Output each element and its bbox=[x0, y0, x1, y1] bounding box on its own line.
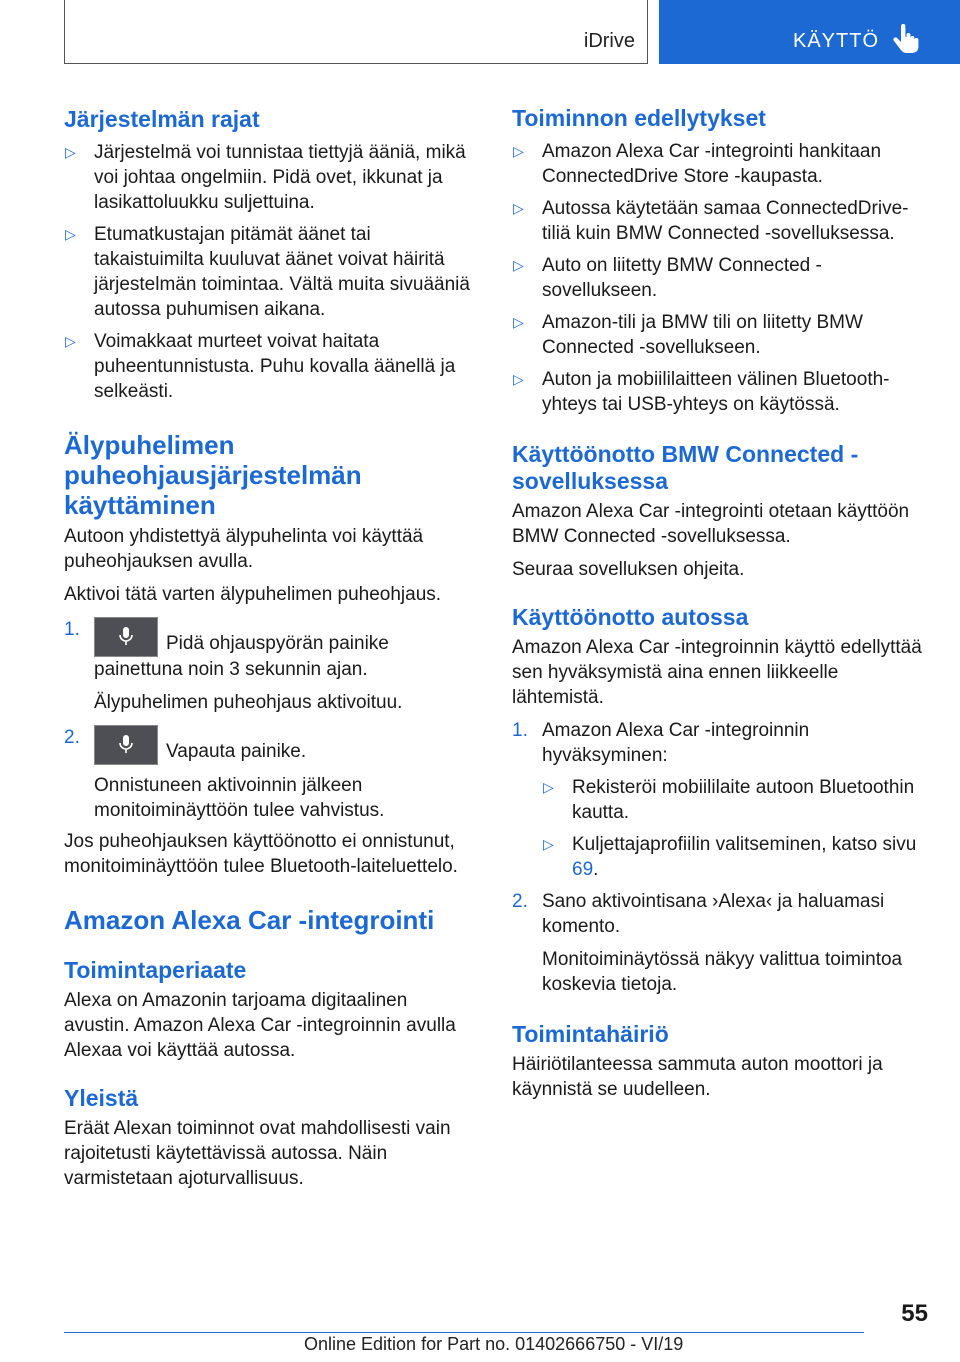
paragraph: Seuraa sovelluksen ohjeita. bbox=[512, 559, 745, 580]
heading-app-setup: Käyttöönotto BMW Connected -sovelluksessa bbox=[512, 441, 859, 494]
car-steps-list bbox=[512, 718, 926, 997]
voice-button-image bbox=[94, 725, 158, 765]
list-item: ▷ Amazon-tili ja BMW tili on liitetty BMW Connected -sovellukseen. bbox=[512, 310, 926, 360]
step-result: Onnistuneen aktivoinnin jälkeen monitoiminäyttöön tulee vahvistus. bbox=[94, 775, 385, 821]
step-result: Monitoiminäytössä näkyy valittua toimintoa koskevia tietoja. bbox=[542, 949, 903, 995]
paragraph: Autoon yhdistettyä älypuhelinta voi käyttää puheohjauksen avulla. bbox=[64, 526, 424, 572]
list-item: ▷ Auto on liitetty BMW Connected -sovellukseen. bbox=[512, 253, 926, 303]
step-result: Älypuhelimen puheohjaus aktivoituu. bbox=[94, 692, 403, 713]
list-item: ▷ Autossa käytetään samaa ConnectedDrive-tiliä kuin BMW Connected -sovelluksessa. bbox=[512, 196, 926, 246]
limits-list bbox=[64, 140, 478, 404]
step-text: Sano aktivointisana ›Alexa‹ ja haluamasi komento. bbox=[542, 891, 885, 937]
list-item: ▷ Järjestelmä voi tunnistaa tiettyjä ääniä, mikä voi johtaa ongelmiin. Pidä ovet, ikkunat ja lasikattoluukku suljettuina. bbox=[64, 140, 478, 215]
paragraph: Aktivoi tätä varten älypuhelimen puheohjaus. bbox=[64, 584, 442, 605]
list-item: ▷ Auton ja mobiililaitteen välinen Bluetooth-yhteys tai USB-yhteys on käytössä. bbox=[512, 367, 926, 417]
right-column bbox=[512, 100, 926, 1102]
list-item bbox=[64, 725, 478, 823]
paragraph: Eräät Alexan toiminnot ovat mahdollisesti vain rajoitetusti käytettävissä autossa. Näin varmistetaan ajoturvallisuus. bbox=[64, 1118, 451, 1189]
header-section-title: iDrive bbox=[583, 30, 635, 52]
paragraph: Häiriötilanteessa sammuta auton moottori ja käynnistä se uudelleen. bbox=[512, 1054, 883, 1100]
list-item: ▷ Etumatkustajan pitämät äänet tai takaistuimilta kuuluvat äänet voivat häiritä järjestelmän toimintaa. Vältä muita sivuääniä autossa puhumisen aikana. bbox=[64, 222, 478, 322]
list-item bbox=[512, 889, 926, 997]
footer-divider bbox=[64, 1332, 864, 1333]
step-number: 2. bbox=[64, 727, 80, 748]
list-item bbox=[64, 617, 478, 715]
step-number: 2. bbox=[512, 891, 528, 912]
page-link[interactable]: 69 bbox=[572, 859, 594, 880]
step-number: 1. bbox=[64, 619, 80, 640]
microphone-icon bbox=[117, 734, 135, 756]
list-item bbox=[542, 832, 926, 882]
header-section-box bbox=[64, 0, 648, 64]
paragraph: Amazon Alexa Car -integroinnin käyttö edellyttää sen hyväksymistä aina ennen liikkeelle lähtemistä. bbox=[512, 637, 922, 708]
page-number: 55 bbox=[901, 1300, 928, 1327]
paragraph: Jos puheohjauksen käyttöönotto ei onnistunut, monitoiminäyttöön tulee Bluetooth-laiteluettelo. bbox=[64, 831, 458, 877]
paragraph: Alexa on Amazonin tarjoama digitaalinen avustin. Amazon Alexa Car -integroinnin avulla Alexaa voi käyttää autossa. bbox=[64, 990, 456, 1061]
steps-list bbox=[64, 617, 478, 823]
heading-principle: Toimintaperiaate bbox=[64, 957, 247, 983]
microphone-icon bbox=[117, 626, 135, 648]
hand-pointer-icon bbox=[893, 24, 919, 54]
list-item: ▷ Voimakkaat murteet voivat haitata puheentunnistusta. Puhu kovalla äänellä ja selkeästi. bbox=[64, 329, 478, 404]
step-text: Amazon Alexa Car -integroinnin hyväksyminen: bbox=[542, 720, 810, 766]
footer-edition: Online Edition for Part no. 01402666750 - VI/19 bbox=[304, 1334, 684, 1354]
header-chapter-title: KÄYTTÖ bbox=[793, 30, 880, 52]
paragraph: Amazon Alexa Car -integrointi otetaan käyttöön BMW Connected -sovelluksessa. bbox=[512, 501, 910, 547]
heading-prerequisites: Toiminnon edellytykset bbox=[512, 105, 766, 131]
step-text: Vapauta painike. bbox=[166, 741, 307, 762]
sub-item-text: Kuljettajaprofiilin valitseminen, katso sivu bbox=[572, 834, 917, 855]
prerequisites-list bbox=[512, 139, 926, 417]
list-item: ▷ Amazon Alexa Car -integrointi hankitaan ConnectedDrive Store -kaupasta. bbox=[512, 139, 926, 189]
heading-malfunction: Toimintahäiriö bbox=[512, 1021, 669, 1047]
step-number: 1. bbox=[512, 720, 528, 741]
heading-alexa-integration: Amazon Alexa Car -integrointi bbox=[64, 905, 435, 935]
voice-button-image bbox=[94, 617, 158, 657]
list-item: ▷ Rekisteröi mobiililaite autoon Bluetoothin kautta. bbox=[542, 775, 926, 825]
heading-general: Yleistä bbox=[64, 1085, 139, 1111]
sub-item-end: . bbox=[593, 859, 599, 880]
step-text: Pidä ohjauspyörän painike painettuna noin 3 sekunnin ajan. bbox=[94, 633, 389, 680]
list-item bbox=[512, 718, 926, 882]
heading-smartphone-voice: Älypuhelimen puheohjausjärjestelmän käyttäminen bbox=[64, 430, 362, 520]
heading-car-setup: Käyttöönotto autossa bbox=[512, 604, 749, 630]
sub-list bbox=[542, 775, 926, 882]
heading-system-limits: Järjestelmän rajat bbox=[64, 106, 260, 132]
left-column bbox=[64, 100, 478, 1191]
